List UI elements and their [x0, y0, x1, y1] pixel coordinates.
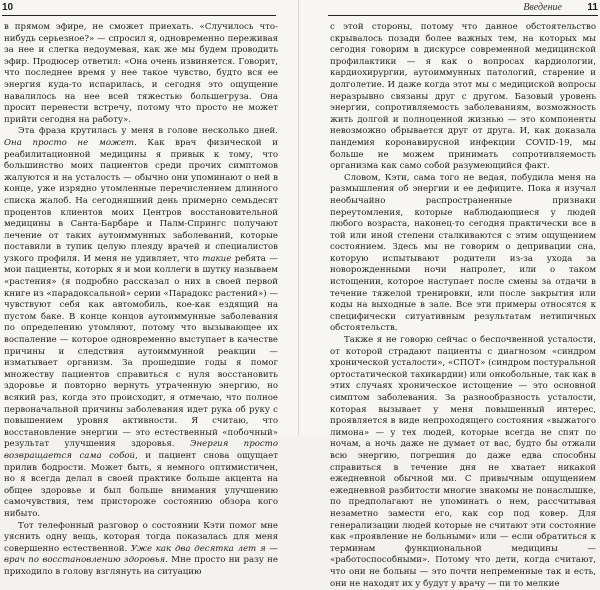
emphasis-text: Она просто не может [4, 137, 135, 148]
paragraph [330, 173, 596, 335]
text-run: ребята — мои пациенты, которых я и мои коллеги в шутку называем «растения» (я подробно рассказал о них в своей первой книге из «парадоксальной» серии «Парадокс растений») — чувствуют себя как автомобиль, кое-как ездящий на пустом баке. В конце концов аутоиммунные заболевания по определению утомляют, потому что вызывающее их воспаление — которое одновременно выступает в качестве причины и следствия аутоиммунной реакции — изматывает организм. За прошедшие годы я помог множеству пациентов справиться с нуля восстановить здоровье и повторно вернуть утраченную энергию, но всякий раз, когда это происходит, я отмечаю, что полное первоначальной причины заболевания идет рука об руку с повышением уровня активности. Я считаю, что восстановление энергии — это естественный «побочный» результат улучшения здоровья. [4, 253, 278, 450]
text-run: Тот телефонный разговор о состоянии Кэти помог мне уяснить одну вещь, которая тогда показалась для меня совершенно естественной. [4, 520, 278, 554]
emphasis-text: Уже как два десятка лет я — врач по восстановлению здоровья. [4, 543, 278, 566]
paragraph [330, 335, 596, 590]
text-run: Словом, Кэти, сама того не ведая, побудила меня на размышления об энергии и ее дефиците. Пока я изучал необычайно распространенные признаки переутомления, которые наблюдающиеся у людей любого возраста, наконец-то сегодня практически все в той или иной степени сталкиваются с этим ощущением состоянием. Здесь мы не говорим о депривации сна, которую испытывают родители из-за ухода за новорожденными ночи напролет, или о таком истощении, которое наступает после смены за отдачи в течение тяжелой тренировки, или после закрытия или коды на выходные в зале. Все эти примеры относятся к специфически ситуативным результатам нетипичных обстоятельств. [330, 172, 596, 334]
emphasis-text: Энергия просто возвращается сама собой [4, 439, 279, 461]
left-page-number: 10 [2, 2, 14, 13]
right-page [300, 0, 600, 589]
right-page-body [330, 22, 596, 589]
text-run: с этой стороны, потому что данное обстоятельство скрывалось позади более важных тем, на которых мы сегодня говорим в дискурсе современной медицинской профилактики — я как о вопросах кардиологии, кардиохирургии, аутоиммунных патологий, старение и долголетие. И даже когда этот мы с медициской вопросы неразрывно связаны друг с другом. Базовый уровень энергии, сопротивляемость заболеваниям, возможность жить долгой и полноценной жизнью — это компоненты невозможно обрывается друг от друга. И, как доказала пандемия коронавирусной инфекции COVID-19, мы больше не можем принимать сопротивляемость организма как само собой разумеющийся факт. [330, 22, 596, 172]
paragraph [4, 22, 278, 126]
paragraph [4, 126, 278, 520]
text-run: , и пациент снова ощущает прилив бодрости. Может быть, я немного оптимистичен, но я всегда делал в своей практике больше акцента на общее здоровье и был больше внимания улучшению самочувствия, тем пристороже состоянию обзора кого нибыто. [4, 450, 278, 519]
text-run: в прямом эфире, не сможет приехать. «Случилось что-нибудь серьезное?» — спросил я, одновременно переживая за нее и слегка недоумевая, как же мы будем проводить эфир. Продюсер ответил: «Она очень извиняется. Говорит, что последнее время у нее такое чувство, будто вся ее энергия куда-то испарилась, и сегодня это ощущение навалилось на нее всей тяжестью большегруза. Она просит перенести встречу, потому что просто не может прийти сегодня на работу». [4, 22, 278, 125]
running-head: Введение [523, 2, 562, 13]
text-run: Мне просто ни разу не приходило в голову взглянуть на ситуацию [4, 555, 278, 577]
left-page [0, 0, 299, 577]
text-run: Также я не говорю сейчас о беспочвенной усталости, от которой страдают пациенты с диагнозом «синдром хронической усталости», «СПОТ» (синдром постуральной ортостатической тахикардии) или онкобольные, так как в этих случаях хроническое истощение — это основной симптом заболевания. За разнообразность усталости, которая вызывает у меня повышенный интерес, проявляется в виде непроходящего состояния «выжатого лимона» — у тех людей, которые всегда не спят по ночам, а ночь даже не думает от вас, будто бы отжали всю энергию, погрешия до даже едва способны справиться в течение дня не хватает никакой ежедневной обычной ми. С привычным ощущением ежедневной разбитости многие знакомы не понаслышке, по предполагают не упоминать о нем, рассчитывая незаметно замести его, как сор под ковер. Для генерализации людей которые не считают эти состояние как «проявление не больными» или — если обратиться к терминам функциональной медицины — «работоспособными». Потому что дети, когда считают, что они не больны — это почти непременные так и есть, они не находят их у будут у врачу — пи то мелкие [330, 335, 596, 589]
left-page-header [0, 2, 298, 14]
paragraph [4, 521, 278, 579]
emphasis-text: такие [202, 253, 232, 264]
right-page-header [300, 2, 600, 14]
text-run: . Как врач физической и реабилитационной медицины я привык к тому, что большинство моих пациентов среди прочих симптомов жалуются и на усталость — обычно они упоминают о ней в конце, уже изрядно утомленные перечислением длинного списка жалоб. На сегодняшний день примерно семьдесят процентов клиентов моих Центров восстановительной медицины в Санта-Барбаре и Палм-Спрингс получают лечение от таких аутоиммунных заболеваний, которые поставили в тупик целую плеяду врачей и специалистов узкого профиля. И меня не удивляет, что [4, 137, 279, 264]
paragraph [330, 22, 596, 173]
right-header-rule [328, 15, 598, 16]
text-run: Эта фраза крутилась у меня в голове несколько дней. [18, 126, 278, 137]
left-header-rule [2, 15, 276, 16]
left-page-body [4, 22, 279, 577]
right-page-number: 11 [587, 2, 598, 13]
